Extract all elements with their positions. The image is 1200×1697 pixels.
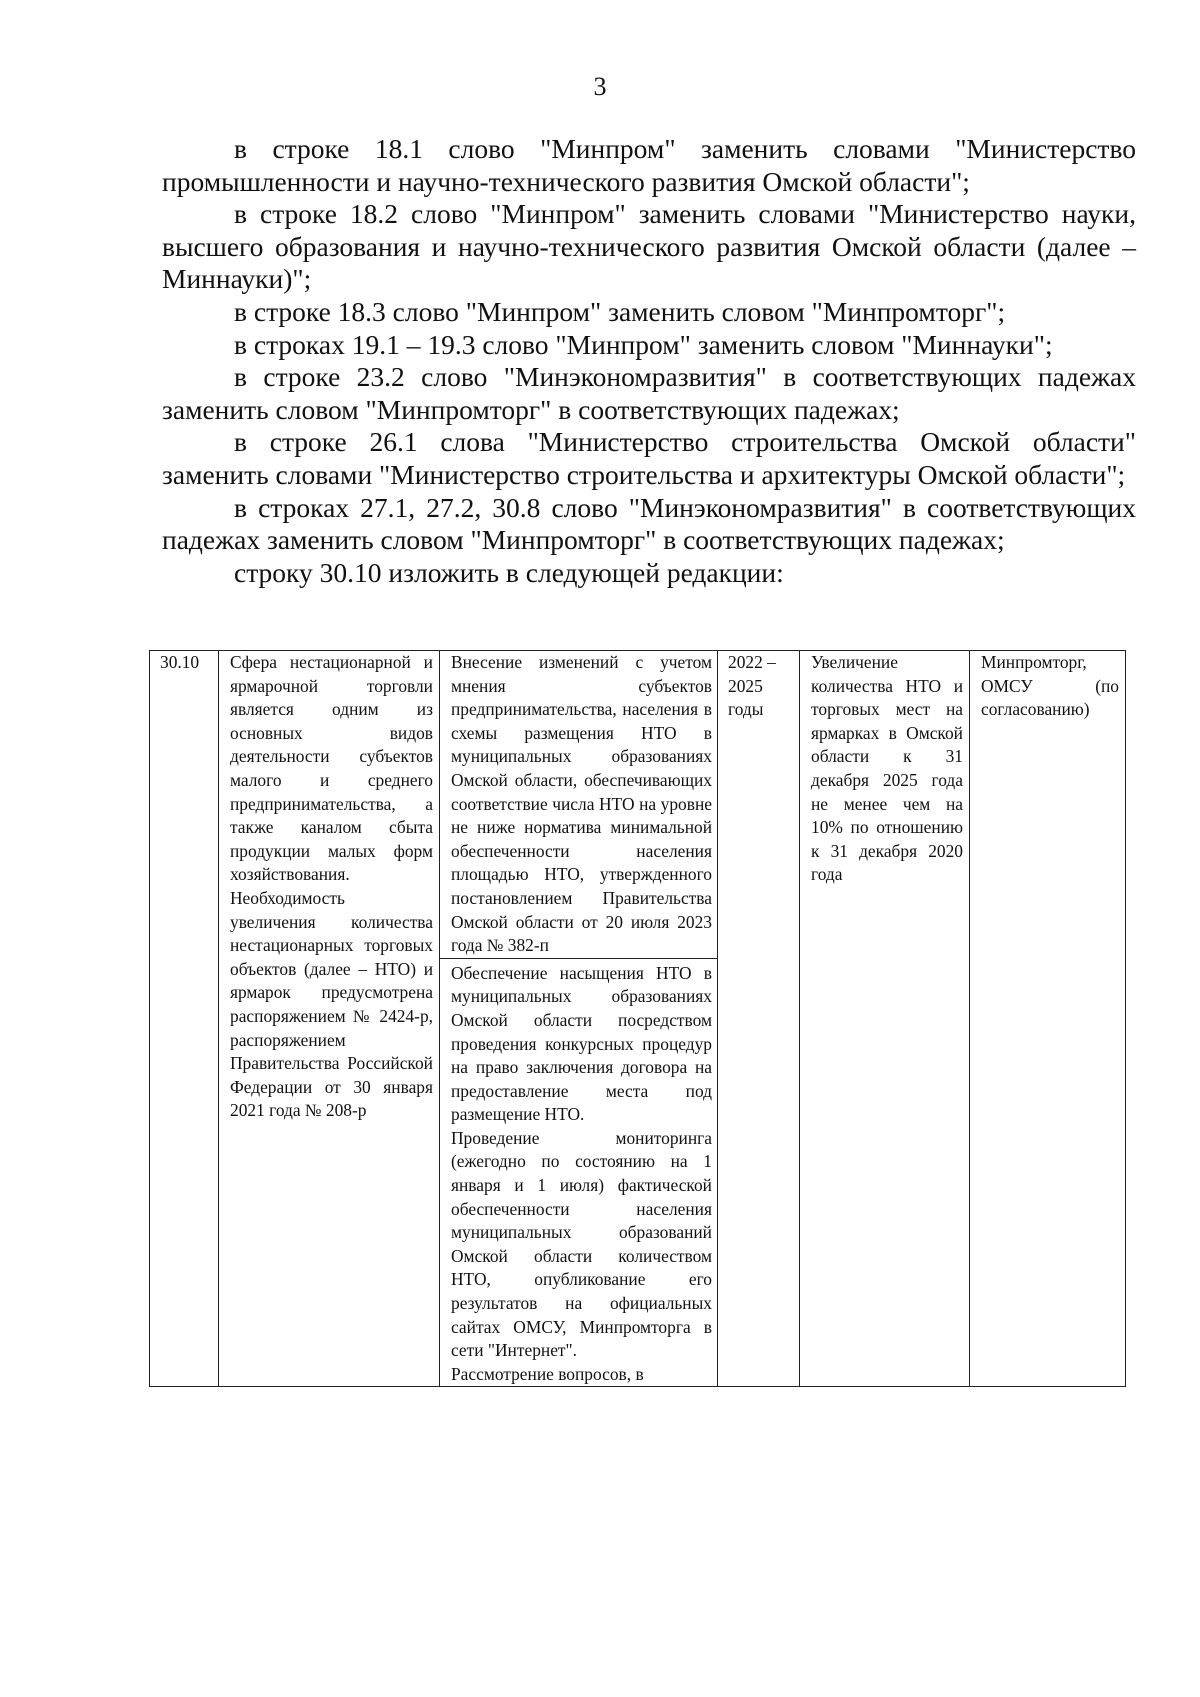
executor-cell: Минпромторг, ОМСУ (по согласованию) <box>970 651 1126 1387</box>
paragraph-row-23-2: в строке 23.2 слово "Минэкономразвития" в соответствующих падежах заменить словом "Минпромторг" в соответствующих падежах; <box>162 361 1136 425</box>
measure-item: Рассмотрение вопросов, в <box>451 1363 644 1384</box>
paragraph-rows-19: в строках 19.1 – 19.3 слово "Минпром" заменить словом "Миннауки"; <box>234 328 1053 360</box>
result-cell: Увеличение количества НТО и торговых мест на ярмарках в Омской области к 31 декабря 2025 года не менее чем на 10% по отношению к 31 декабря 2020 года <box>800 651 970 1387</box>
measure-item: Внесение изменений с учетом мнения субъектов предпринимательства, населения в схемы размещения НТО в муниципальных образованиях Омской области, обеспечивающих соответствие числа НТО на уровне не ниже норматива минимальной обеспеченности населения площадью НТО, утвержденного постановлением Правительства Омской области от 20 июля 2023 года № 382-п <box>440 651 717 959</box>
sphere-cell: Сфера нестационарной и ярмарочной торговли является одним из основных видов деятельности субъектов малого и среднего предпринимательства, а также каналом сбыта продукции малых форм хозяйствования. Необходимость увеличения количества нестационарных торговых объектов (далее – НТО) и ярмарок предусмотрена распоряжением № 2424-р, распоряжением Правительства Российской Федерации от 30 января 2021 года № 208-р <box>219 651 440 1387</box>
paragraph-row-30-10-intro: строку 30.10 изложить в следующей редакции: <box>234 556 784 588</box>
paragraph-row-18-3: в строке 18.3 слово "Минпром" заменить словом "Минпромторг"; <box>234 295 1006 327</box>
paragraph-row-26-1: в строке 26.1 слова "Министерство строительства Омской области" заменить словами "Министерство строительства и архитектуры Омской области"; <box>162 426 1136 490</box>
paragraph-row-18-2: в строке 18.2 слово "Минпром" заменить словами "Министерство науки, высшего образования и научно-технического развития Омской области (далее – Миннауки)"; <box>162 198 1136 295</box>
document-body <box>162 133 1136 589</box>
amendment-table <box>149 650 1126 1387</box>
row-number-cell: 30.10 <box>150 651 219 1387</box>
paragraph-row-18-1: в строке 18.1 слово "Минпром" заменить словами "Министерство промышленности и научно-технического развития Омской области"; <box>162 133 1136 197</box>
page-number: 3 <box>593 72 607 101</box>
table-row <box>150 651 1126 1387</box>
paragraph-rows-27-30: в строках 27.1, 27.2, 30.8 слово "Минэкономразвития" в соответствующих падежах заменить словом "Минпромторг" в соответствующих падежах; <box>162 491 1136 556</box>
years-cell: 2022 – 2025 годы <box>718 651 800 1387</box>
measure-item: Проведение мониторинга (ежегодно по состоянию на 1 января и 1 июля) фактической обеспеченности населения муниципальных образований Омской области количеством НТО, опубликование его результатов на официальных сайтах ОМСУ, Минпромторга в сети "Интернет". <box>451 1127 712 1361</box>
measure-item: Обеспечение насыщения НТО в муниципальных образованиях Омской области посредством проведения конкурсных процедур на право заключения договора на предоставление места под размещение НТО. <box>451 962 712 1125</box>
measures-cell <box>440 651 718 1387</box>
